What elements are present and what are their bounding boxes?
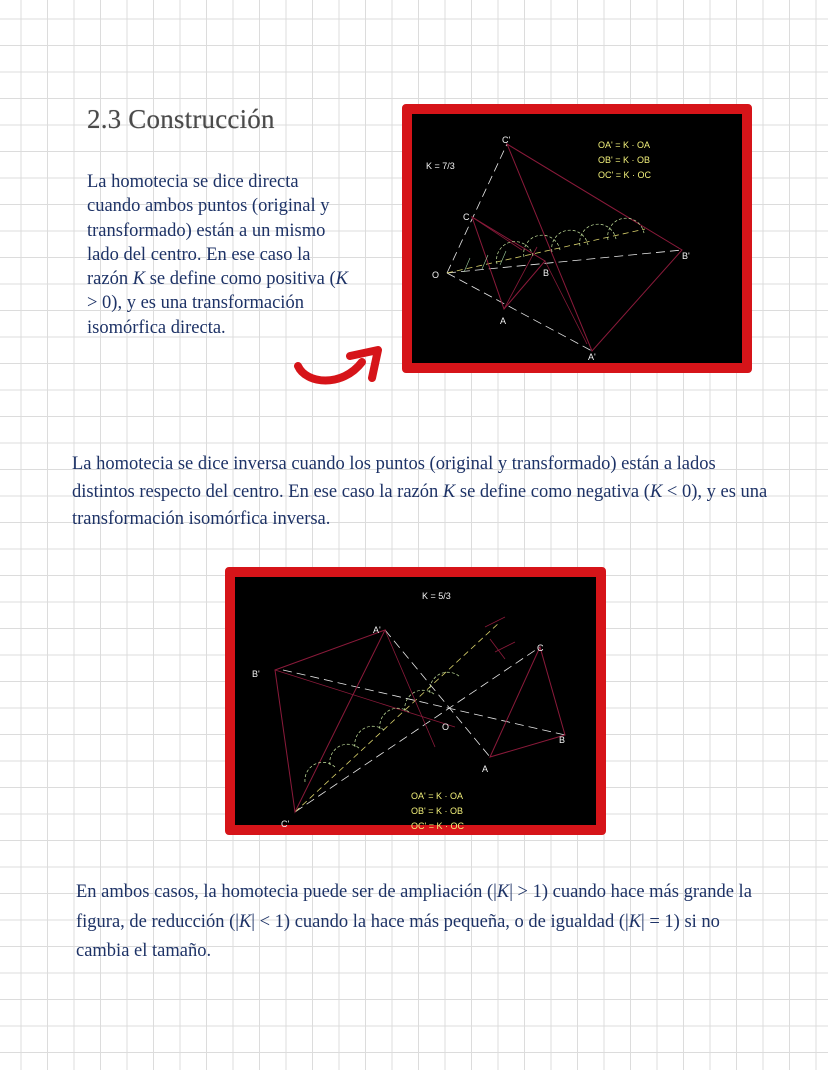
triangle-ABC	[490, 647, 565, 757]
construction-line	[385, 630, 435, 747]
k-symbol: K	[628, 911, 642, 932]
point-O-label: O	[442, 722, 450, 732]
formula-B: OB' = K · OB	[598, 155, 650, 165]
inverse-text-1: La homotecia se dice inversa cuando los puntos (original y transformado) están a lados distintos respecto del centro. En ese caso la razón	[72, 454, 716, 502]
both-text-1: En ambos casos, la homotecia puede ser de ampliación (|	[76, 882, 497, 902]
inverse-construction-diagram	[235, 577, 596, 831]
triangle-ABC-prime	[507, 144, 682, 351]
figure-direct-homothety	[402, 104, 752, 373]
point-C-prime-label: C'	[281, 819, 290, 829]
point-B-prime-label: B'	[252, 669, 260, 679]
ray-OB	[447, 250, 682, 273]
auxiliary-ray	[295, 622, 500, 812]
both-text-3: | < 1) cuando la hace más pequeña, o de igualdad (|	[251, 911, 629, 932]
ratio-label: K = 7/3	[426, 161, 455, 171]
point-C-label: C	[463, 212, 470, 222]
construction-line	[545, 261, 587, 344]
k-symbol: K	[442, 481, 456, 502]
paragraph-direct-homothety	[87, 170, 349, 340]
ray-CC-prime	[295, 647, 540, 812]
ray-AA-prime	[385, 630, 490, 757]
ray-OA	[447, 273, 592, 351]
point-O-label: O	[432, 270, 440, 280]
point-A-label: A	[500, 316, 507, 326]
ratio-label: K = 5/3	[422, 591, 451, 601]
section-title: 2.3 Construcción	[87, 104, 275, 134]
direct-text-end: > 0), y es una transformación isomórfica directa.	[87, 293, 304, 338]
k-symbol: K	[238, 911, 252, 932]
formula-C: OC' = K · OC	[598, 170, 651, 180]
k-symbol: K	[649, 481, 663, 502]
point-C-label: C	[537, 643, 544, 653]
construction-marks	[485, 617, 515, 659]
point-B-label: B	[543, 268, 550, 278]
direct-text-mid: se define como positiva (	[145, 269, 336, 290]
construction-line	[275, 670, 455, 727]
figure-inverse-homothety	[225, 567, 606, 835]
direct-construction-diagram	[412, 114, 742, 363]
both-text-2: | > 1) cuando hace más grande la figura, de reducción (|	[76, 882, 752, 932]
inverse-text-3: < 0), y es una transformación isomórfica inversa.	[72, 481, 768, 529]
point-B-prime-label: B'	[682, 251, 690, 261]
k-symbol: K	[496, 882, 510, 902]
k-symbol: K	[335, 269, 349, 290]
triangle-ABC-prime	[275, 630, 385, 812]
point-C-prime-label: C'	[502, 135, 511, 145]
compass-arcs	[305, 672, 460, 782]
point-A-prime-label: A'	[373, 625, 381, 635]
point-A-prime-label: A'	[588, 352, 596, 362]
both-text-4: | = 1) si no cambia el tamaño.	[76, 911, 720, 961]
formula-C: OC' = K · OC	[411, 821, 464, 831]
direct-text: La homotecia se dice directa cuando ambos puntos (original y transformado) están a un mismo lado del centro. En ese caso la razón	[87, 172, 330, 290]
formula-B: OB' = K · OB	[411, 806, 463, 816]
inverse-text-2: se define como negativa (	[455, 481, 650, 502]
point-B-label: B	[559, 735, 566, 745]
formula-A: OA' = K · OA	[411, 791, 463, 801]
point-A-label: A	[482, 764, 489, 774]
curved-arrow-icon	[292, 344, 387, 394]
triangle-ABC	[472, 217, 545, 309]
construction-line	[472, 217, 522, 250]
k-symbol: K	[132, 269, 146, 290]
formula-A: OA' = K · OA	[598, 140, 650, 150]
paragraph-both-cases	[76, 878, 776, 967]
paragraph-inverse-homothety	[72, 451, 772, 534]
